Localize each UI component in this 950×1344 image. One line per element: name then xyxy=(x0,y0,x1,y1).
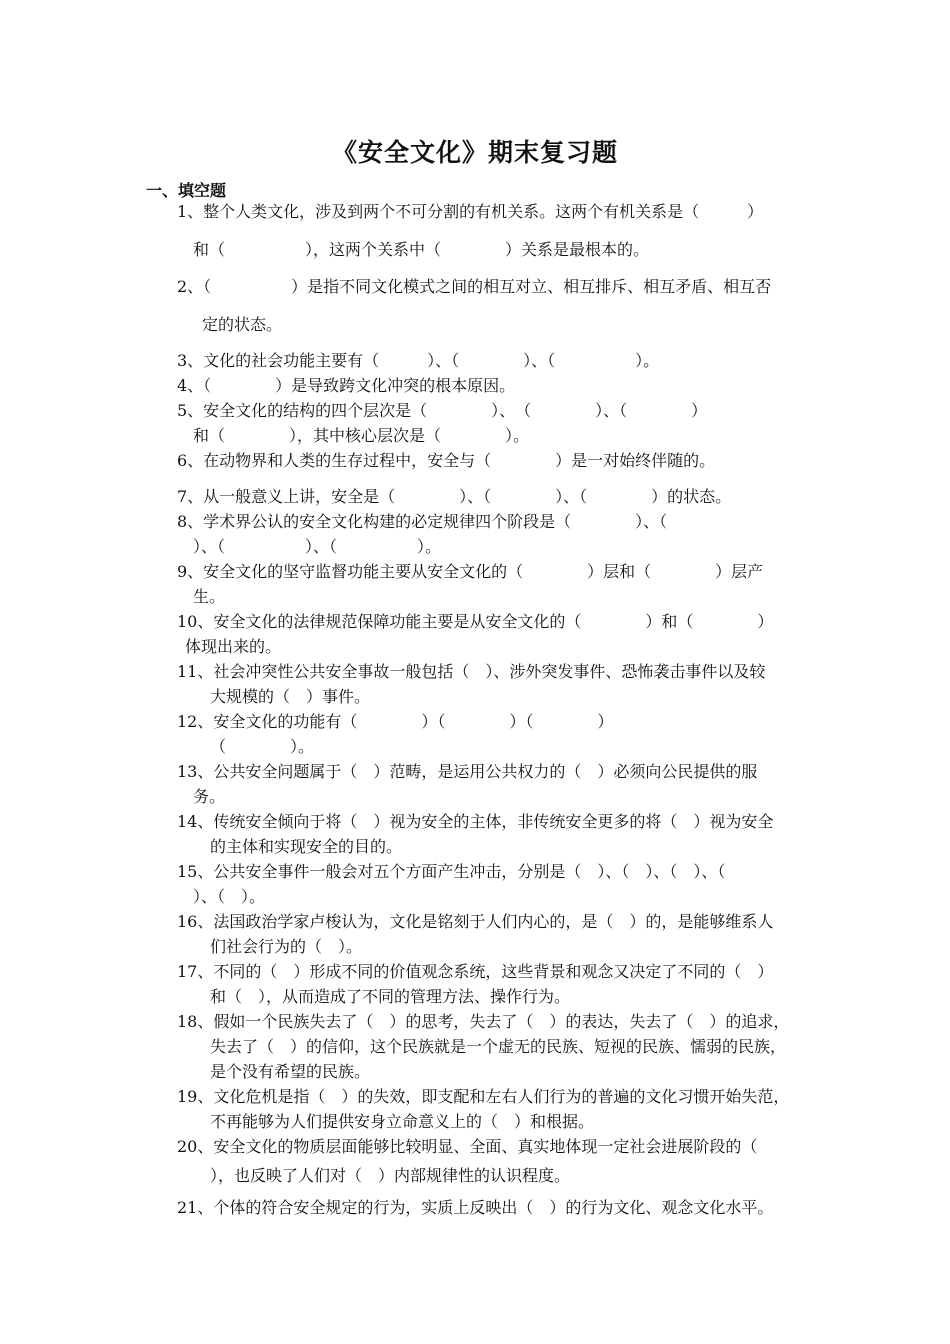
question-line: ）、（ ）、（ ）。 xyxy=(193,537,442,556)
question-line: 18、假如一个民族失去了（ ）的思考，失去了（ ）的表达，失去了（ ）的追求， xyxy=(177,1012,790,1031)
question-line: 的主体和实现安全的目的。 xyxy=(210,837,403,856)
question-line: 8、学术界公认的安全文化构建的必定规律四个阶段是（ ）、（ xyxy=(177,512,668,531)
question-line: ），也反映了人们对（ ）内部规律性的认识程度。 xyxy=(210,1166,571,1185)
question-line: 9、安全文化的坚守监督功能主要从安全文化的（ ）层和（ ）层产 xyxy=(177,562,764,581)
question-line: 7、从一般意义上讲，安全是（ ）、（ ）、（ ）的状态。 xyxy=(177,487,732,506)
question-line: 20、安全文化的物质层面能够比较明显、全面、真实地体现一定社会进展阶段的（ xyxy=(177,1137,758,1156)
question-line: 是个没有希望的民族。 xyxy=(210,1062,371,1081)
question-line: 定的状态。 xyxy=(202,315,283,334)
question-line: 12、安全文化的功能有（ ）（ ）（ ） xyxy=(177,712,614,731)
question-line: 16、法国政治学家卢梭认为，文化是铭刻于人们内心的，是（ ）的，是能够维系人 xyxy=(177,912,774,931)
question-line: 不再能够为人们提供安身立命意义上的（ ）和根据。 xyxy=(210,1112,595,1131)
question-line: 13、公共安全问题属于（ ）范畴，是运用公共权力的（ ）必须向公民提供的服 xyxy=(177,762,758,781)
question-line: 和（ ），其中核心层次是（ ）。 xyxy=(193,426,530,445)
question-line: 15、公共安全事件一般会对五个方面产生冲击，分别是（ ）、（ ）、（ ）、（ xyxy=(177,862,726,881)
question-line: ）、（ ）。 xyxy=(193,887,266,906)
question-line: 21、个体的符合安全规定的行为，实质上反映出（ ）的行为文化、观念文化水平。 xyxy=(177,1198,774,1217)
question-line: 3、文化的社会功能主要有（ ）、（ ）、（ ）。 xyxy=(177,351,660,370)
section-heading: 一、填空题 xyxy=(146,181,227,200)
question-line: 5、安全文化的结构的四个层次是（ ）、 （ ）、（ ） xyxy=(177,401,708,420)
question-line: 2、（ ）是指不同文化模式之间的相互对立、相互排斥、相互矛盾、相互否 xyxy=(177,277,772,296)
question-line: 务。 xyxy=(193,787,226,806)
question-line: 19、文化危机是指（ ）的失效，即支配和左右人们行为的普遍的文化习惯开始失范， xyxy=(177,1087,790,1106)
question-line: 们社会行为的（ ）。 xyxy=(210,937,363,956)
question-line: 和（ ），这两个关系中（ ）关系是最根本的。 xyxy=(193,240,650,259)
question-line: 大规模的（ ）事件。 xyxy=(210,687,371,706)
question-line: 体现出来的。 xyxy=(185,637,282,656)
question-line: 失去了（ ）的信仰，这个民族就是一个虚无的民族、短视的民族、懦弱的民族， xyxy=(210,1037,787,1056)
question-line: 14、传统安全倾向于将（ ）视为安全的主体，非传统安全更多的将（ ）视为安全 xyxy=(177,812,774,831)
question-line: 和（ ），从而造成了不同的管理方法、操作行为。 xyxy=(210,987,571,1006)
question-line: （ ）。 xyxy=(210,737,315,756)
question-line: 10、安全文化的法律规范保障功能主要是从安全文化的（ ）和（ ） xyxy=(177,612,774,631)
question-line: 生。 xyxy=(193,587,226,606)
question-line: 17、不同的（ ）形成不同的价值观念系统，这些背景和观念又决定了不同的（ ） xyxy=(177,962,774,981)
question-line: 6、在动物界和人类的生存过程中，安全与（ ）是一对始终伴随的。 xyxy=(177,451,716,470)
question-line: 1、整个人类文化，涉及到两个不可分割的有机关系。这两个有机关系是（ ） xyxy=(177,202,764,221)
question-line: 4、（ ）是导致跨文化冲突的根本原因。 xyxy=(177,376,516,395)
page-title: 《安全文化》期末复习题 xyxy=(331,138,618,167)
question-line: 11、社会冲突性公共安全事故一般包括（ ）、涉外突发事件、恐怖袭击事件以及较 xyxy=(177,662,766,681)
